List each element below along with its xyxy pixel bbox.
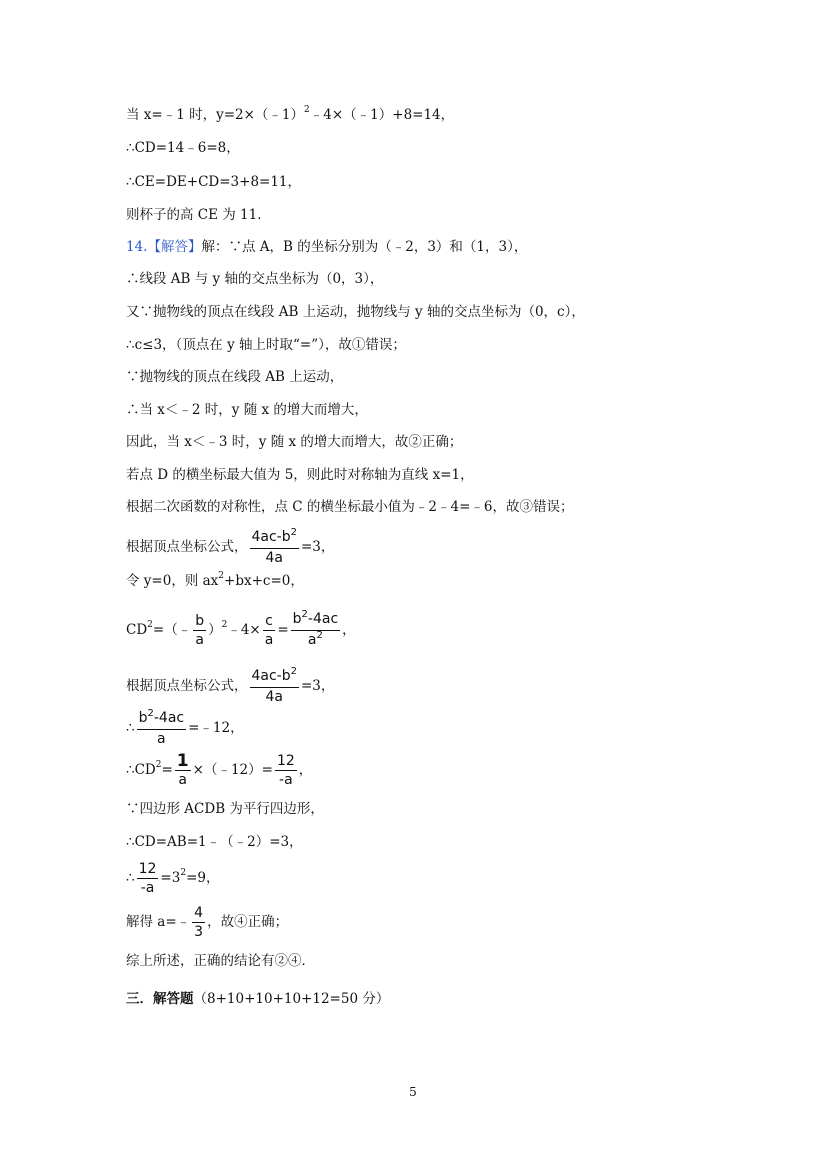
fraction xyxy=(193,613,206,648)
formula-line xyxy=(126,665,335,705)
numerator: b xyxy=(292,610,302,627)
denominator: a xyxy=(195,631,204,648)
text: =3 xyxy=(160,870,181,886)
numerator: 12 xyxy=(276,752,295,769)
denominator: a xyxy=(264,631,274,648)
numerator: 4ac-b xyxy=(251,667,291,684)
numerator: 12 xyxy=(138,860,157,877)
text: 当 x=﹣1 时，y=2×（﹣1） xyxy=(126,107,305,123)
fraction xyxy=(291,608,341,650)
superscript: 2 xyxy=(147,620,153,630)
text: ） xyxy=(208,622,222,638)
text: ×（﹣12）= xyxy=(192,762,273,778)
fraction xyxy=(192,905,205,940)
fraction xyxy=(250,526,300,566)
formula-line xyxy=(126,860,219,896)
solution-line xyxy=(126,572,304,590)
denominator: a xyxy=(178,771,188,788)
numerator: 4ac-b xyxy=(251,528,291,545)
text: ∴ xyxy=(126,870,135,886)
formula-line xyxy=(126,904,288,940)
numerator: 4 xyxy=(194,904,204,921)
formula-line xyxy=(126,610,356,650)
superscript: 2 xyxy=(218,571,225,581)
text: =3， xyxy=(301,678,335,694)
solution-line: ∴CE=DE+CD=3+8=11， xyxy=(126,174,302,190)
superscript: 2 xyxy=(316,629,323,641)
solution-line: 又∵抛物线的顶点在线段 AB 上运动，抛物线与 y 轴的交点坐标为（0，c）， xyxy=(126,304,585,320)
denominator: 4a xyxy=(265,688,283,705)
text: ， xyxy=(342,622,356,638)
text: CD xyxy=(126,622,148,638)
text: =（﹣ xyxy=(152,622,192,638)
text: =9， xyxy=(186,870,220,886)
section-heading xyxy=(126,990,389,1008)
question-number: 14. xyxy=(126,239,148,255)
solution-line: ∵抛物线的顶点在线段 AB 上运动， xyxy=(126,369,344,385)
section-title: 三．解答题 xyxy=(126,991,194,1007)
text: ∴ xyxy=(126,720,135,736)
text: = xyxy=(161,762,173,778)
fraction xyxy=(137,861,159,896)
fraction xyxy=(275,753,297,788)
denominator: 3 xyxy=(194,923,204,940)
solution-line: 则杯子的高 CE 为 11． xyxy=(126,207,271,223)
fraction xyxy=(263,613,276,648)
formula-line xyxy=(126,707,244,747)
superscript: 2 xyxy=(290,665,297,677)
answer-heading-line xyxy=(126,238,527,256)
denominator: 4a xyxy=(265,549,283,566)
superscript: 2 xyxy=(180,868,187,878)
solution-line: 若点 D 的横坐标最大值为 5，则此时对称轴为直线 x=1， xyxy=(126,467,474,483)
superscript: 2 xyxy=(221,620,228,630)
formula-line xyxy=(126,526,335,566)
denominator: -a xyxy=(279,771,293,788)
fraction xyxy=(250,665,300,705)
solution-line: 综上所述，正确的结论有②④． xyxy=(126,953,315,969)
solution-line: ∴当 x＜﹣2 时，y 随 x 的增大而增大， xyxy=(126,402,368,418)
text: 根据顶点坐标公式， xyxy=(126,539,248,555)
denominator: a xyxy=(157,730,166,747)
solution-line: ∴CD=14﹣6=8， xyxy=(126,140,240,156)
text: 解：∵点 A，B 的坐标分别为（﹣2，3）和（1，3）， xyxy=(201,239,528,255)
solution-line: ∴CD=AB=1﹣（﹣2）=3， xyxy=(126,834,303,850)
solution-line: 因此，当 x＜﹣3 时，y 随 x 的增大而增大，故②正确； xyxy=(126,434,463,450)
numerator: c xyxy=(265,612,273,629)
page-number: 5 xyxy=(409,1085,417,1099)
formula-line xyxy=(126,752,312,788)
fraction xyxy=(175,750,191,788)
superscript: 2 xyxy=(301,608,308,620)
denominator: -a xyxy=(140,879,155,896)
numerator: b xyxy=(195,612,205,629)
answer-tag: 【解答】 xyxy=(147,239,202,255)
text: 解得 a=﹣ xyxy=(126,914,191,930)
fraction xyxy=(137,707,187,747)
numerator: -4ac xyxy=(307,610,339,627)
superscript: 2 xyxy=(304,105,310,115)
text: ﹣4×（﹣1）+8=14， xyxy=(309,107,455,123)
text: ，故④正确； xyxy=(207,914,289,930)
text: ﹣4× xyxy=(227,622,261,638)
text: 令 y=0，则 ax xyxy=(126,573,219,589)
section-score: （8+10+10+10+12=50 分） xyxy=(193,991,390,1007)
solution-line: ∵四边形 ACDB 为平行四边形， xyxy=(126,801,324,817)
superscript: 2 xyxy=(290,526,297,538)
numerator: b xyxy=(138,709,148,726)
numerator: -4ac xyxy=(153,709,185,726)
denominator: a xyxy=(307,631,317,648)
numerator: 1 xyxy=(176,750,189,771)
solution-line: ∴线段 AB 与 y 轴的交点坐标为（0，3）， xyxy=(126,271,384,287)
text: ， xyxy=(298,762,313,778)
solution-line xyxy=(126,106,454,124)
text: ∴CD xyxy=(126,762,156,778)
solution-line: ∴c≤3，（顶点在 y 轴上时取“=”），故①错误； xyxy=(126,337,406,353)
superscript: 2 xyxy=(147,707,154,719)
text: +bx+c=0， xyxy=(224,573,304,589)
text: 根据顶点坐标公式， xyxy=(126,678,248,694)
text: = xyxy=(277,622,289,638)
text: =﹣12， xyxy=(188,720,244,736)
superscript: 2 xyxy=(155,760,162,770)
text: =3， xyxy=(301,539,335,555)
solution-line: 根据二次函数的对称性，点 C 的横坐标最小值为﹣2﹣4=﹣6，故③错误； xyxy=(126,499,574,515)
